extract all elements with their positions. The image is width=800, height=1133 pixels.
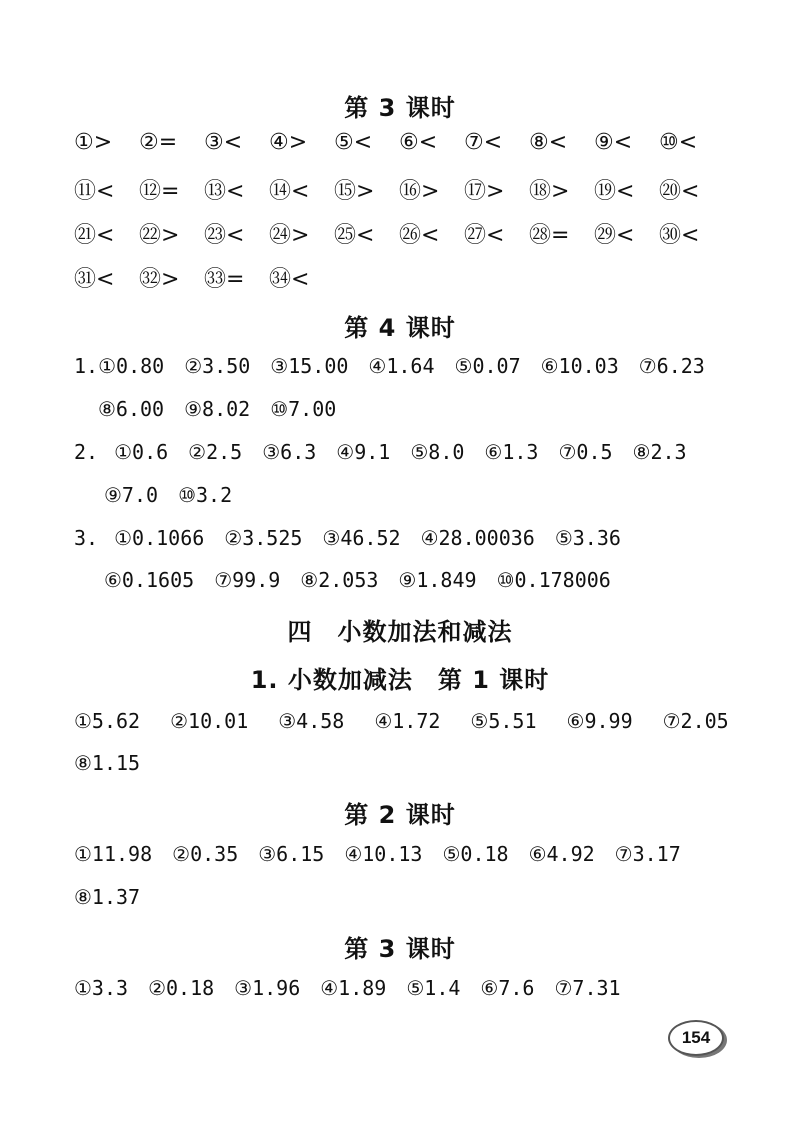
answer-item: ⑤<: [334, 130, 373, 155]
answer-item: ⑧6.00: [98, 397, 165, 421]
answer-item: ④9.1: [336, 440, 391, 464]
answer-item: ⑭<: [269, 179, 310, 204]
answer-item: ㉗<: [464, 223, 505, 248]
answer-item: ⑥4.92: [528, 842, 595, 866]
answer-item: ⑦0.5: [558, 440, 613, 464]
answer-item: ①3.3: [74, 976, 129, 1000]
answer-item: ②0.18: [148, 976, 215, 1000]
answer-item: ⑱>: [529, 179, 570, 204]
answer-item: ④1.64: [368, 354, 435, 378]
answer-item: ⑦99.9: [214, 568, 281, 592]
question-number: 1.: [74, 354, 99, 378]
lesson2-heading: 第 2 课时: [344, 801, 456, 829]
lesson4-q1-line2: [98, 397, 336, 421]
answer-item: ③1.96: [234, 976, 301, 1000]
answer-item: ④1.89: [320, 976, 387, 1000]
answer-item: ⑮>: [334, 179, 375, 204]
answer-item: ㉖<: [399, 223, 440, 248]
answer-item: ②=: [139, 130, 178, 155]
answer-item: ⑨1.849: [398, 568, 477, 592]
unit4-lesson2-line2: [74, 885, 140, 909]
answer-item: ④>: [269, 130, 308, 155]
unit4-lesson1-line1: [74, 709, 729, 733]
lesson4-q2-line1: [74, 440, 687, 464]
lesson4-q3-line1: [74, 526, 621, 550]
answer-item: ①5.62: [74, 709, 141, 733]
unit-title: 四 小数加法和减法: [287, 618, 513, 646]
answer-item: ⑲<: [594, 179, 635, 204]
answer-item: ④28.00036: [420, 526, 535, 550]
answer-item: ⑧<: [529, 130, 568, 155]
answer-item: ⑫=: [139, 179, 180, 204]
answer-item: ①0.80: [98, 354, 165, 378]
answer-item: ⑩0.178006: [496, 568, 611, 592]
answer-item: ⑬<: [204, 179, 245, 204]
answer-item: ㉝=: [204, 267, 245, 292]
answer-item: ⑦7.31: [554, 976, 621, 1000]
question-number: 2.: [74, 440, 99, 464]
answer-item: ⑩3.2: [178, 483, 233, 507]
lesson3-heading: 第 3 课时: [344, 94, 456, 122]
answer-item: ②3.525: [224, 526, 303, 550]
page-number: 154: [668, 1020, 724, 1056]
answer-item: ㉛<: [74, 267, 115, 292]
lesson4-q3-line2: [104, 568, 611, 592]
answer-item: ⑥9.99: [566, 709, 633, 733]
section-title: 1. 小数加减法 第 1 课时: [250, 666, 550, 694]
answer-item: ⑥7.6: [480, 976, 535, 1000]
answer-item: ㉙<: [594, 223, 635, 248]
answer-item: ②3.50: [184, 354, 251, 378]
answer-item: ㉒>: [139, 223, 180, 248]
answer-item: ⑧2.3: [632, 440, 687, 464]
answer-item: ㉜>: [139, 267, 180, 292]
answer-item: ⑥1.3: [484, 440, 539, 464]
unit4-lesson2-line1: [74, 842, 681, 866]
answer-item: ⑤0.07: [454, 354, 521, 378]
answer-item: ④10.13: [344, 842, 423, 866]
answer-item: ③<: [204, 130, 243, 155]
answer-item: ⑦3.17: [614, 842, 681, 866]
lesson4-q1-line1: [74, 354, 705, 378]
answer-item: ⑰>: [464, 179, 505, 204]
lesson4-heading: 第 4 课时: [344, 314, 456, 342]
answer-item: ①11.98: [74, 842, 153, 866]
answer-item: ㉕<: [334, 223, 375, 248]
answer-item: ㉘=: [529, 223, 570, 248]
answer-item: ⑳<: [659, 179, 700, 204]
answer-item: ⑤0.18: [442, 842, 509, 866]
answer-item: ⑩<: [659, 130, 698, 155]
answer-item: ⑤5.51: [470, 709, 537, 733]
answer-item: ㉚<: [659, 223, 700, 248]
answer-item: ㉞<: [269, 267, 310, 292]
answer-item: ⑨<: [594, 130, 633, 155]
answer-item: ①>: [74, 130, 113, 155]
answer-item: ②0.35: [172, 842, 239, 866]
answer-item: ⑧2.053: [300, 568, 379, 592]
answer-item: ㉔>: [269, 223, 310, 248]
answer-item: ㉑<: [74, 223, 115, 248]
answer-item: ⑤8.0: [410, 440, 465, 464]
answer-item: ③4.58: [278, 709, 345, 733]
unit4-lesson3-line1: [74, 976, 621, 1000]
answer-item: ⑯>: [399, 179, 440, 204]
answer-item: ③6.15: [258, 842, 325, 866]
answer-item: ㉓<: [204, 223, 245, 248]
answer-item: ⑪<: [74, 179, 115, 204]
answer-item: ⑥<: [399, 130, 438, 155]
answer-item: ①0.6: [114, 440, 169, 464]
unit4-lesson1-line2: [74, 751, 140, 775]
answer-item: ⑩7.00: [270, 397, 337, 421]
lesson3b-heading: 第 3 课时: [344, 935, 456, 963]
answer-item: ⑤1.4: [406, 976, 461, 1000]
answer-item: ⑥10.03: [540, 354, 619, 378]
answer-item: ⑨8.02: [184, 397, 251, 421]
answer-item: ⑨7.0: [104, 483, 159, 507]
answer-item: ④1.72: [374, 709, 441, 733]
answer-item: ⑦2.05: [662, 709, 729, 733]
comparison-answers: [74, 130, 724, 306]
answer-item: ⑤3.36: [554, 526, 621, 550]
answer-item: ⑧1.37: [74, 885, 141, 909]
answer-item: ②2.5: [188, 440, 243, 464]
answer-item: ①0.1066: [114, 526, 205, 550]
answer-item: ⑦6.23: [638, 354, 705, 378]
answer-item: ⑥0.1605: [104, 568, 195, 592]
answer-item: ⑧1.15: [74, 751, 141, 775]
answer-item: ③46.52: [322, 526, 401, 550]
answer-item: ③15.00: [270, 354, 349, 378]
answer-item: ③6.3: [262, 440, 317, 464]
lesson4-q2-line2: [104, 483, 232, 507]
question-number: 3.: [74, 526, 99, 550]
answer-item: ⑦<: [464, 130, 503, 155]
answer-item: ②10.01: [170, 709, 249, 733]
